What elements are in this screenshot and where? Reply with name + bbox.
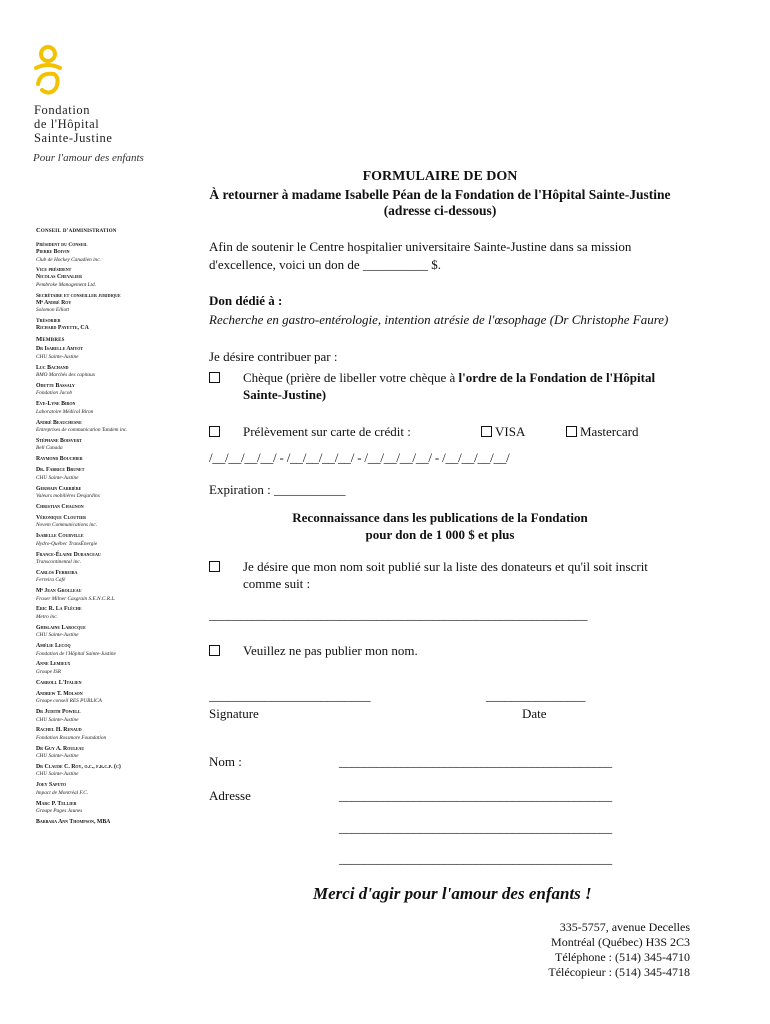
- publish-checkbox[interactable]: [209, 561, 220, 572]
- officer-name: Mᵉ André Roy: [36, 299, 72, 306]
- member-entry: [36, 504, 201, 512]
- address-city: Montréal (Québec) H3S 2C3: [551, 935, 690, 949]
- member-name: Anne Lemieux: [36, 661, 71, 668]
- member-affiliation: Entreprises de communication Tandem inc.: [36, 427, 128, 434]
- signature-label: Signature: [209, 706, 259, 721]
- member-entry: [36, 438, 201, 453]
- member-affiliation: Groupe ISR: [36, 668, 61, 675]
- member-affiliation: Fondation de l'Hôpital Sainte-Justine: [36, 650, 116, 657]
- member-name: Dr Guy A. Rouleau: [36, 745, 85, 752]
- member-affiliation: Fraser Milner Casgrain S.E.N.C.R.L.: [36, 595, 116, 602]
- recognition-heading: Reconnaissance dans les publications de la Fondation: [292, 510, 588, 525]
- address-line-2[interactable]: ____________________________________________: [339, 820, 612, 835]
- member-entry: [36, 570, 201, 585]
- date-label: Date: [522, 706, 547, 721]
- member-affiliation: Metro inc.: [36, 613, 58, 620]
- visa-option: [481, 424, 525, 440]
- member-entry: [36, 661, 201, 676]
- cheque-text: [243, 370, 655, 386]
- member-entry: [36, 709, 201, 724]
- mastercard-option: [566, 424, 638, 440]
- cheque-text-plain: Chèque (prière de libeller votre chèque à: [243, 370, 459, 385]
- member-affiliation: Novem Communications inc.: [36, 522, 98, 529]
- officer-entry: [36, 293, 201, 315]
- member-name: Germain Carrière: [36, 485, 82, 492]
- member-name: André Beauchesne: [36, 419, 82, 426]
- officer-entry: [36, 242, 201, 264]
- member-name: Christian Chagnon: [36, 503, 84, 510]
- name-label: Nom :: [209, 754, 242, 769]
- member-name: Ghislaine Larocque: [36, 624, 86, 631]
- publish-option: [209, 559, 223, 575]
- officer-name: Nicolas Chevalier: [36, 274, 82, 281]
- foundation-logo: [30, 44, 66, 105]
- publish-text-2: comme suit :: [243, 576, 311, 591]
- member-affiliation: Ferreira Café: [36, 577, 66, 584]
- member-entry: [36, 383, 201, 398]
- member-affiliation: Bell Canada: [36, 445, 63, 452]
- phone: Téléphone : (514) 345-4710: [555, 950, 690, 964]
- member-entry: [36, 533, 201, 548]
- member-affiliation: Laboratoire Médical Biron: [36, 408, 94, 415]
- mastercard-label: Mastercard: [580, 424, 639, 439]
- address-line-1[interactable]: ____________________________________________: [339, 788, 612, 803]
- member-name: Eric R. La Flèche: [36, 606, 82, 613]
- signature-line[interactable]: __________________________: [209, 688, 371, 703]
- credit-card-option: [209, 424, 223, 440]
- tagline: Pour l'amour des enfants: [33, 152, 144, 164]
- member-entry: [36, 401, 201, 416]
- member-affiliation: Impact de Montréal F.C.: [36, 789, 89, 796]
- dedication-label: Don dédié à :: [209, 293, 283, 308]
- member-name: Barbara Ann Thompson, MBA: [36, 818, 111, 825]
- member-entry: [36, 456, 201, 464]
- member-name: Joey Saputo: [36, 782, 67, 789]
- member-entry: [36, 588, 201, 603]
- member-affiliation: CHU Sainte-Justine: [36, 353, 79, 360]
- member-name: Eve-Lyne Biron: [36, 401, 76, 408]
- member-name: Raymond Bouchier: [36, 456, 83, 463]
- member-affiliation: Groupe Pages Jaunes: [36, 808, 83, 814]
- member-entry: [36, 625, 201, 640]
- cheque-checkbox[interactable]: [209, 372, 220, 383]
- member-name: Dr. Fabrice Brunet: [36, 467, 85, 474]
- member-name: France-Élaine Duranceau: [36, 551, 101, 558]
- dedication-text: Recherche en gastro-entérologie, intention atrésie de l'œsophage (Dr Christophe Faure): [209, 312, 669, 327]
- member-affiliation: Valeurs mobilières Desjardins: [36, 493, 100, 500]
- publish-name-line[interactable]: _____________________________________________________________: [209, 607, 588, 622]
- member-entry: [36, 606, 201, 621]
- officer-role: Trésorier: [36, 317, 61, 324]
- card-number-field[interactable]: /__/__/__/__/ - /__/__/__/__/ - /__/__/__/__/ - /__/__/__/__/: [209, 450, 510, 465]
- member-affiliation: Groupe conseil RES PUBLICA: [36, 698, 102, 705]
- member-affiliation: CHU Sainte-Justine: [36, 474, 79, 481]
- member-entry: [36, 467, 201, 482]
- officer-role: Secrétaire et conseiller juridique: [36, 292, 121, 299]
- member-entry: [36, 680, 201, 688]
- member-name: Mᵉ Jean Grolleau: [36, 588, 82, 595]
- member-name: Odette Bassaly: [36, 382, 75, 389]
- member-name: Carroll L'Italien: [36, 679, 82, 686]
- member-entry: [36, 691, 201, 706]
- member-entry: [36, 746, 201, 761]
- member-entry: [36, 727, 201, 742]
- member-entry: [36, 643, 201, 658]
- date-line[interactable]: ________________: [486, 688, 586, 703]
- member-entry: [36, 819, 201, 827]
- contribution-label: Je désire contribuer par :: [209, 349, 338, 364]
- intro-line-1: Afin de soutenir le Centre hospitalier universitaire Sainte-Justine dans sa mission: [209, 239, 632, 254]
- officer-affiliation: Pembroke Management Ltd.: [36, 281, 96, 288]
- officer-role: Président du Conseil: [36, 242, 88, 248]
- member-name: Andrew T. Molson: [36, 690, 83, 697]
- member-affiliation: Hydro-Québec TransÉnergie: [36, 540, 98, 547]
- address-street: 335-5757, avenue Decelles: [559, 920, 690, 934]
- member-affiliation: CHU Sainte-Justine: [36, 771, 79, 778]
- member-entry: [36, 801, 201, 816]
- member-entry: [36, 365, 201, 380]
- board-sidebar: [36, 227, 201, 830]
- member-name: Stéphane Boisvert: [36, 437, 82, 444]
- credit-card-label: Prélèvement sur carte de crédit :: [243, 424, 411, 439]
- member-name: Dr Isabelle Amyot: [36, 346, 83, 353]
- org-name-line-1: Fondation: [34, 103, 91, 117]
- member-entry: [36, 782, 201, 797]
- sidebar-heading: Conseil d'administration: [36, 227, 117, 234]
- member-name: Carlos Ferreira: [36, 569, 78, 576]
- officer-affiliation: Solomon Elliott: [36, 307, 70, 314]
- officer-entry: [36, 318, 201, 333]
- officer-name: Pierre Boivin: [36, 249, 70, 255]
- officers-list: [36, 242, 201, 332]
- officer-affiliation: Club de Hockey Canadien inc.: [36, 256, 101, 263]
- member-affiliation: CHU Sainte-Justine: [36, 716, 79, 723]
- member-name: Luc Bachand: [36, 364, 69, 371]
- member-affiliation: Transcontinental inc.: [36, 559, 82, 566]
- visa-label: VISA: [495, 424, 526, 439]
- member-name: Marc P. Tellier: [36, 800, 77, 807]
- mastercard-checkbox[interactable]: [566, 426, 577, 437]
- child-figure-icon: [30, 44, 66, 100]
- officer-role: Vice président: [36, 267, 72, 274]
- no-publish-checkbox[interactable]: [209, 645, 220, 656]
- member-entry: [36, 420, 201, 435]
- member-affiliation: CHU Sainte-Justine: [36, 632, 79, 639]
- member-name: Véronique Cloutier: [36, 514, 87, 521]
- officer-entry: [36, 267, 201, 289]
- member-affiliation: BMO Marchés des capitaux: [36, 372, 96, 379]
- member-entry: [36, 552, 201, 567]
- no-publish-text: Veuillez ne pas publier mon nom.: [243, 643, 418, 658]
- member-entry: [36, 764, 201, 779]
- thanks-message: Merci d'agir pour l'amour des enfants !: [313, 884, 592, 903]
- recognition-subheading: pour don de 1 000 $ et plus: [365, 527, 515, 542]
- member-name: Rachel H. Renaud: [36, 727, 82, 734]
- cheque-text-bold: l'ordre de la Fondation de l'Hôpital: [458, 370, 656, 385]
- member-affiliation: Fondation Rossmore Foundation: [36, 734, 107, 741]
- members-list: [36, 346, 201, 826]
- name-line[interactable]: ____________________________________________: [339, 754, 612, 769]
- member-affiliation: Fondation Jacob: [36, 390, 73, 397]
- member-entry: [36, 486, 201, 501]
- form-subtitle: À retourner à madame Isabelle Péan de la Fondation de l'Hôpital Sainte-Justine: [209, 187, 671, 202]
- cheque-option: [209, 370, 223, 386]
- member-name: Isabelle Courville: [36, 533, 84, 540]
- cheque-text-bold-2: Sainte-Justine): [243, 387, 327, 402]
- form-title: FORMULAIRE DE DON: [362, 169, 518, 184]
- member-affiliation: CHU Sainte-Justine: [36, 753, 79, 760]
- address-line-3[interactable]: ____________________________________________: [339, 851, 612, 866]
- members-heading: Membres: [36, 336, 65, 344]
- publish-text-1: Je désire que mon nom soit publié sur la liste des donateurs et qu'il soit inscrit: [243, 559, 648, 574]
- member-name: Dr Claude C. Roy, o.c., f.r.c.p. (c): [36, 763, 121, 770]
- no-publish-option: [209, 643, 223, 659]
- officer-name: Richard Payette, CA: [36, 324, 89, 331]
- member-entry: [36, 346, 201, 361]
- donation-amount-line[interactable]: d'excellence, voici un don de __________ $.: [209, 257, 441, 272]
- visa-checkbox[interactable]: [481, 426, 492, 437]
- form-subtitle-address: (adresse ci-dessous): [383, 203, 497, 218]
- org-name-line-3: Sainte-Justine: [34, 131, 113, 145]
- credit-card-checkbox[interactable]: [209, 426, 220, 437]
- fax: Télécopieur : (514) 345-4718: [548, 965, 690, 979]
- member-name: Amélie Lecoq: [36, 643, 71, 650]
- expiration-field[interactable]: Expiration : ___________: [209, 482, 346, 497]
- member-entry: [36, 515, 201, 530]
- member-name: Dr Judith Powell: [36, 709, 81, 716]
- org-name-line-2: de l'Hôpital: [34, 117, 100, 131]
- address-label: Adresse: [209, 788, 251, 803]
